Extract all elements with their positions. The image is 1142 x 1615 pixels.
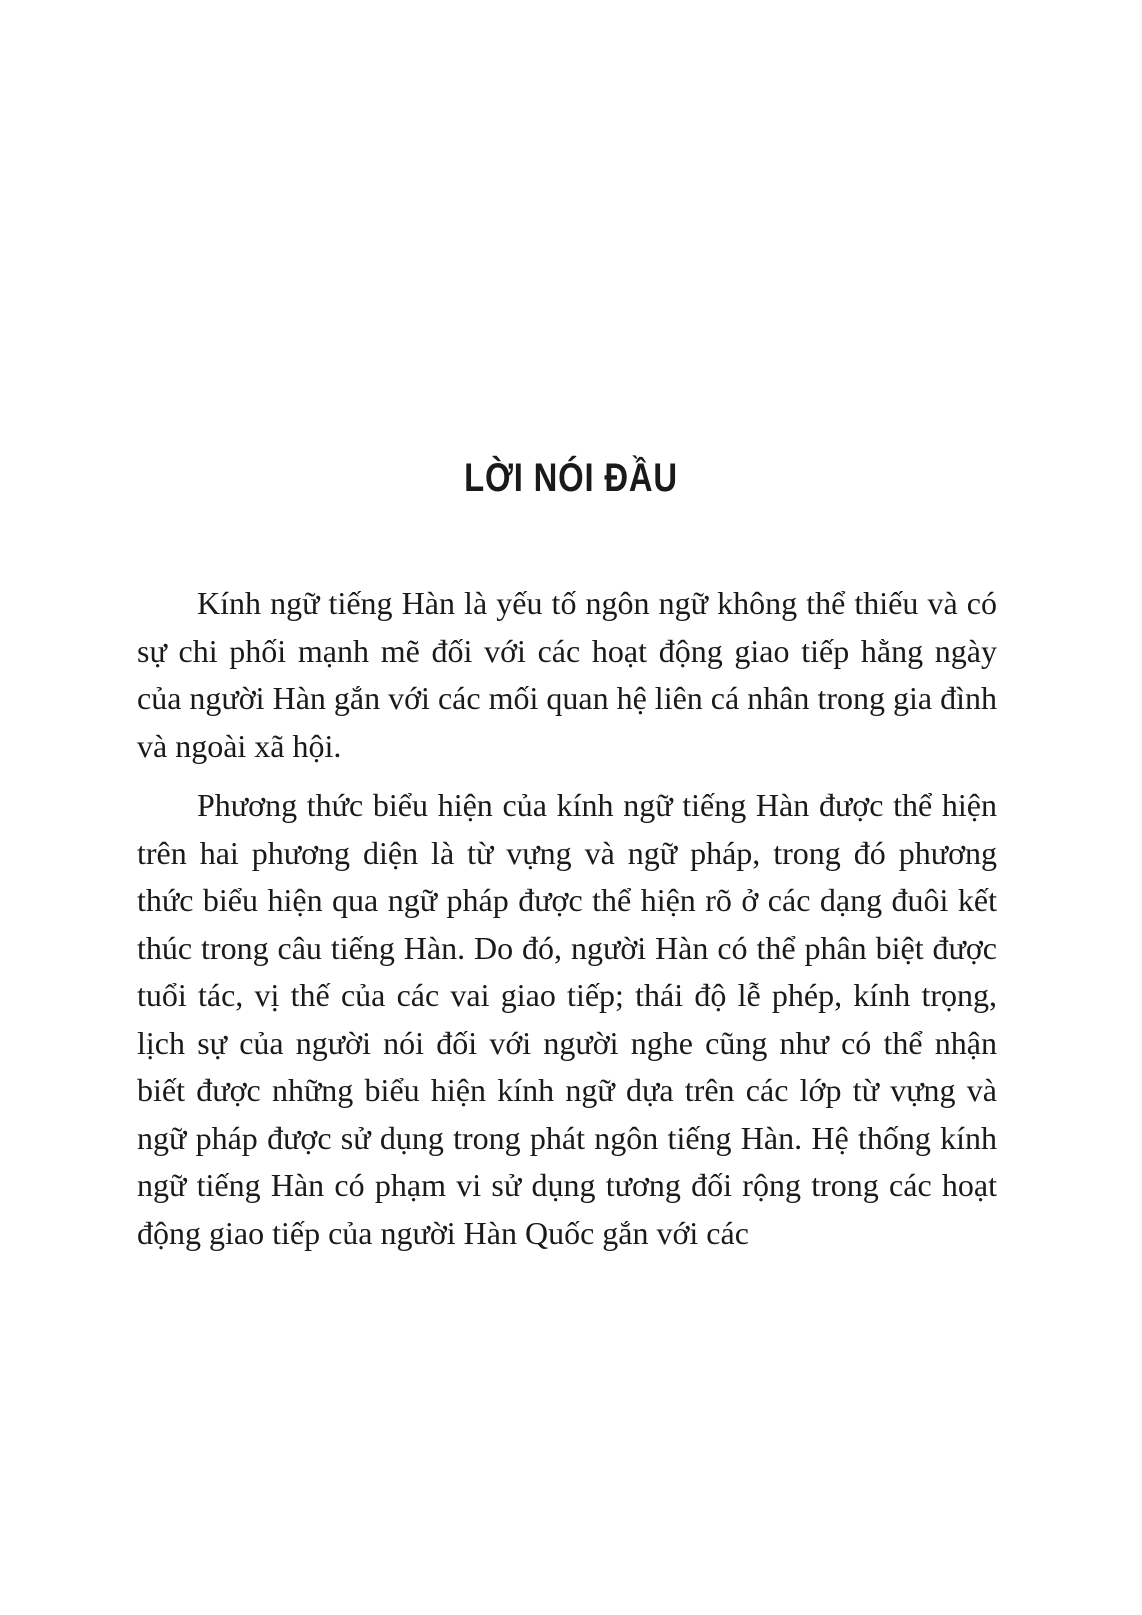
- page-title: LỜI NÓI ĐẦU: [464, 456, 678, 500]
- body-text: [137, 580, 997, 1257]
- paragraph-2: Phương thức biểu hiện của kính ngữ tiếng Hàn được thể hiện trên hai phương diện là từ vựng và ngữ pháp, trong đó phương thức biểu hiện qua ngữ pháp được thể hiện rõ ở các dạng đuôi kết thúc trong câu tiếng Hàn. Do đó, người Hàn có thể phân biệt được tuổi tác, vị thế của các vai giao tiếp; thái độ lễ phép, kính trọng, lịch sự của người nói đối với người nghe cũng như có thể nhận biết được những biểu hiện kính ngữ dựa trên các lớp từ vựng và ngữ pháp được sử dụng trong phát ngôn tiếng Hàn. Hệ thống kính ngữ tiếng Hàn có phạm vi sử dụng tương đối rộng trong các hoạt động giao tiếp của người Hàn Quốc gắn với các: [137, 787, 997, 1251]
- paragraph-1: Kính ngữ tiếng Hàn là yếu tố ngôn ngữ không thể thiếu và có sự chi phối mạnh mẽ đối với các hoạt động giao tiếp hằng ngày của người Hàn gắn với các mối quan hệ liên cá nhân trong gia đình và ngoài xã hội.: [137, 585, 997, 764]
